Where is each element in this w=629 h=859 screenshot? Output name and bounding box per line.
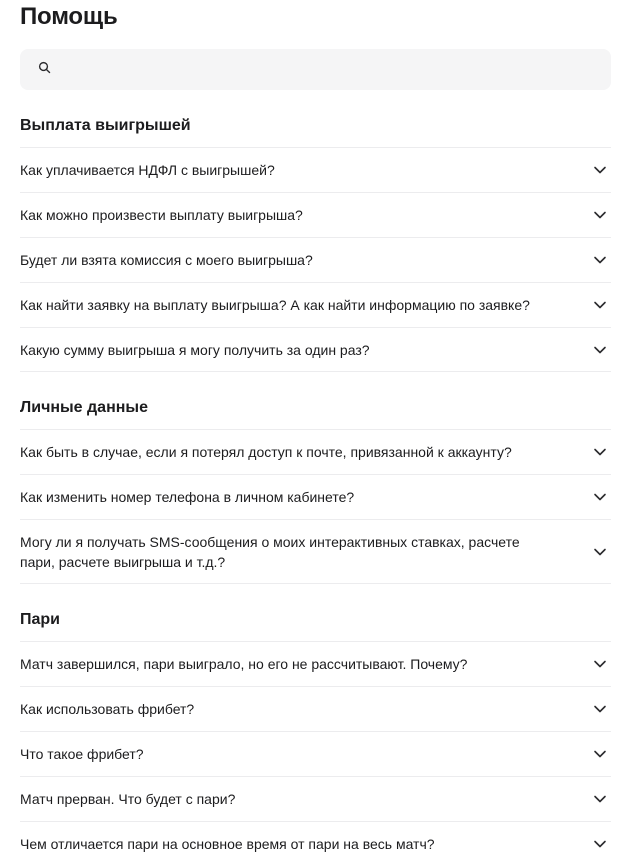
search-bar[interactable] (20, 49, 611, 90)
faq-item[interactable] (20, 519, 611, 584)
chevron-down-icon (593, 657, 607, 671)
search-icon (38, 61, 51, 79)
chevron-down-icon (593, 545, 607, 559)
faq-item[interactable] (20, 776, 611, 821)
faq-item[interactable] (20, 282, 611, 327)
chevron-down-icon (593, 343, 607, 357)
faq-item[interactable] (20, 474, 611, 519)
section-title: Личные данные (20, 399, 148, 416)
page-title: Помощь (20, 3, 118, 30)
chevron-down-icon (593, 445, 607, 459)
section-title: Пари (20, 611, 61, 628)
faq-question: Будет ли взята комиссия с моего выигрыша? (20, 252, 313, 268)
faq-question: Какую сумму выигрыша я могу получить за один раз? (20, 341, 370, 358)
faq-item[interactable] (20, 731, 611, 776)
faq-question: Матч завершился, пари выиграло, но его не рассчитывают. Почему? (20, 656, 468, 672)
chevron-down-icon (593, 253, 607, 267)
faq-question: Как уплачивается НДФЛ с выигрышей? (20, 162, 275, 178)
section-personal-data (20, 391, 611, 584)
faq-item[interactable] (20, 192, 611, 237)
faq-question: Матч прерван. Что будет с пари? (20, 791, 236, 807)
faq-question: Как можно произвести выплату выигрыша? (20, 207, 303, 223)
faq-item[interactable] (20, 327, 611, 372)
section-winnings-payout (20, 109, 611, 372)
faq-question: Могу ли я получать SMS-сообщения о моих интерактивных ставках, расчете пари, расчете выигрыша и т.д.? (20, 533, 520, 570)
section-title: Выплата выигрышей (20, 117, 191, 134)
faq-question: Что такое фрибет? (20, 746, 144, 762)
faq-item[interactable] (20, 429, 611, 474)
faq-item[interactable] (20, 147, 611, 192)
faq-question: Как изменить номер телефона в личном кабинете? (20, 489, 355, 505)
faq-item[interactable] (20, 641, 611, 686)
chevron-down-icon (593, 792, 607, 806)
faq-question: Как использовать фрибет? (20, 701, 195, 717)
faq-question: Чем отличается пари на основное время от пари на весь матч? (20, 836, 435, 852)
section-bets (20, 603, 611, 859)
faq-item[interactable] (20, 686, 611, 731)
chevron-down-icon (593, 702, 607, 716)
chevron-down-icon (593, 490, 607, 504)
chevron-down-icon (593, 298, 607, 312)
chevron-down-icon (593, 747, 607, 761)
search-input[interactable] (51, 49, 611, 90)
chevron-down-icon (593, 208, 607, 222)
faq-item[interactable] (20, 237, 611, 282)
faq-question: Как быть в случае, если я потерял доступ к почте, привязанной к аккаунту? (20, 444, 512, 460)
faq-question: Как найти заявку на выплату выигрыша? А как найти информацию по заявке? (20, 297, 530, 313)
faq-item[interactable] (20, 821, 611, 859)
chevron-down-icon (593, 163, 607, 177)
chevron-down-icon (593, 837, 607, 851)
